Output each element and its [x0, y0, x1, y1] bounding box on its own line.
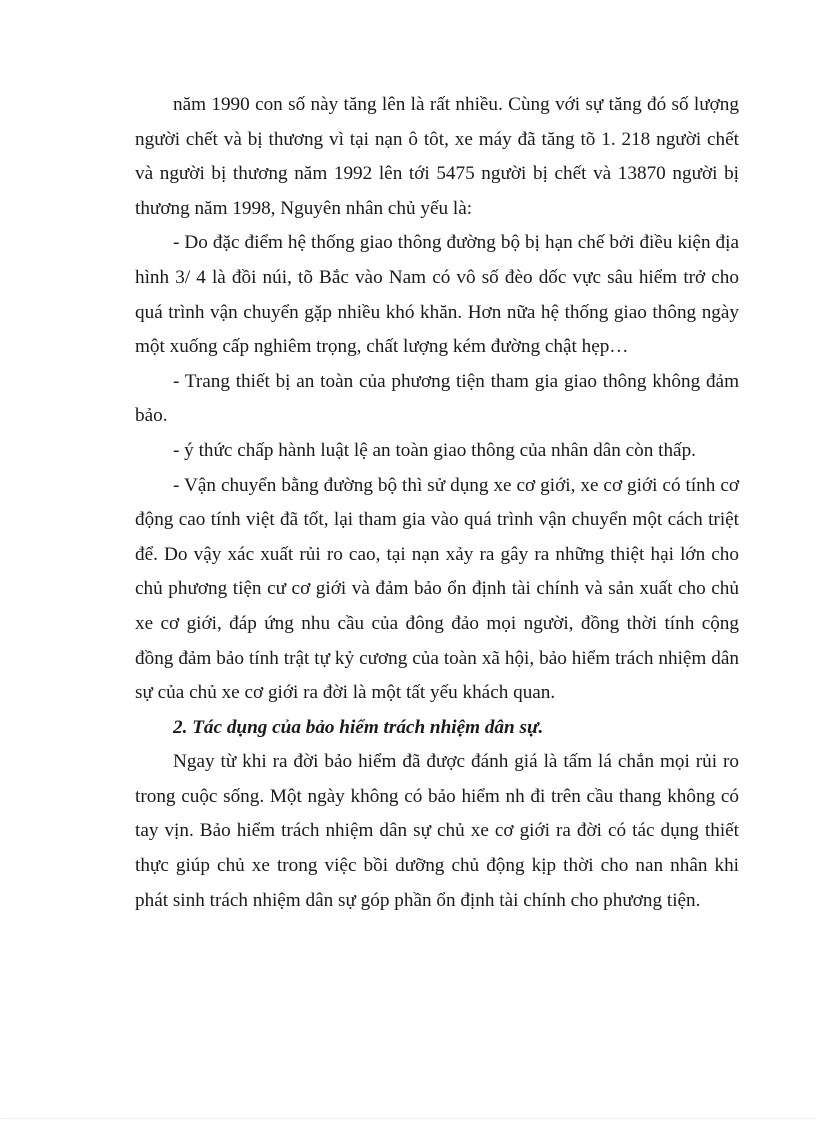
- document-body: [135, 88, 739, 918]
- paragraph-traffic-awareness: - ý thức chấp hành luật lệ an toàn giao thông của nhân dân còn thấp.: [173, 439, 696, 461]
- page-bottom-divider: [0, 1118, 816, 1120]
- paragraph-insurance-effect: Ngay từ khi ra đời bảo hiểm đã được đánh giá là tấm lá chắn mọi rủi ro trong cuộc sống. Một ngày không có bảo hiểm nh đi trên cầu thang không có tay vịn. Bảo hiểm trách nhiệm dân sự chủ xe cơ giới ra đời có tác dụng thiết thực giúp chủ xe trong việc bồi dưỡng chủ động kịp thời cho nan nhân khi phát sinh trách nhiệm dân sự góp phần ổn định tài chính cho phương tiện.: [135, 751, 739, 911]
- paragraph-accident-statistics: năm 1990 con số này tăng lên là rất nhiều. Cùng với sự tăng đó số lượng người chết và bị thương vì tại nạn ô tôt, xe máy đã tăng tõ 1. 218 người chết và người bị thương năm 1992 lên tới 5475 người bị chết và 13870 người bị thương năm 1998, Nguyên nhân chủ yếu là:: [135, 94, 739, 219]
- section-heading: 2. Tác dụng của bảo hiểm trách nhiệm dân sự.: [173, 716, 544, 738]
- paragraph-road-transport: - Vận chuyển bằng đường bộ thì sử dụng xe cơ giới, xe cơ giới có tính cơ động cao tính việt đã tốt, lại tham gia vào quá trình vận chuyển một cách triệt để. Do vậy xác xuất rủi ro cao, tại nạn xảy ra gây ra những thiệt hại lớn cho chủ phương tiện cư cơ giới và đảm bảo ổn định tài chính và sản xuất cho chủ xe cơ giới, đáp ứng nhu cầu của đông đảo mọi người, đồng thời tính cộng đồng đảm bảo tính trật tự kỷ cương của toàn xã hội, bảo hiểm trách nhiệm dân sự của chủ xe cơ giới ra đời là một tất yếu khách quan.: [135, 474, 739, 704]
- paragraph-vehicle-safety: - Trang thiết bị an toàn của phương tiện tham gia giao thông không đảm bảo.: [135, 370, 739, 427]
- paragraph-road-conditions: - Do đặc điểm hệ thống giao thông đường bộ bị hạn chế bởi điều kiện địa hình 3/ 4 là đồi núi, tõ Bắc vào Nam có vô số đèo dốc vực sâu hiểm trở cho quá trình vận chuyển gặp nhiều khó khăn. Hơn nữa hệ thống giao thông ngày một xuống cấp nghiêm trọng, chất lượng kém đường chật hẹp…: [135, 232, 739, 358]
